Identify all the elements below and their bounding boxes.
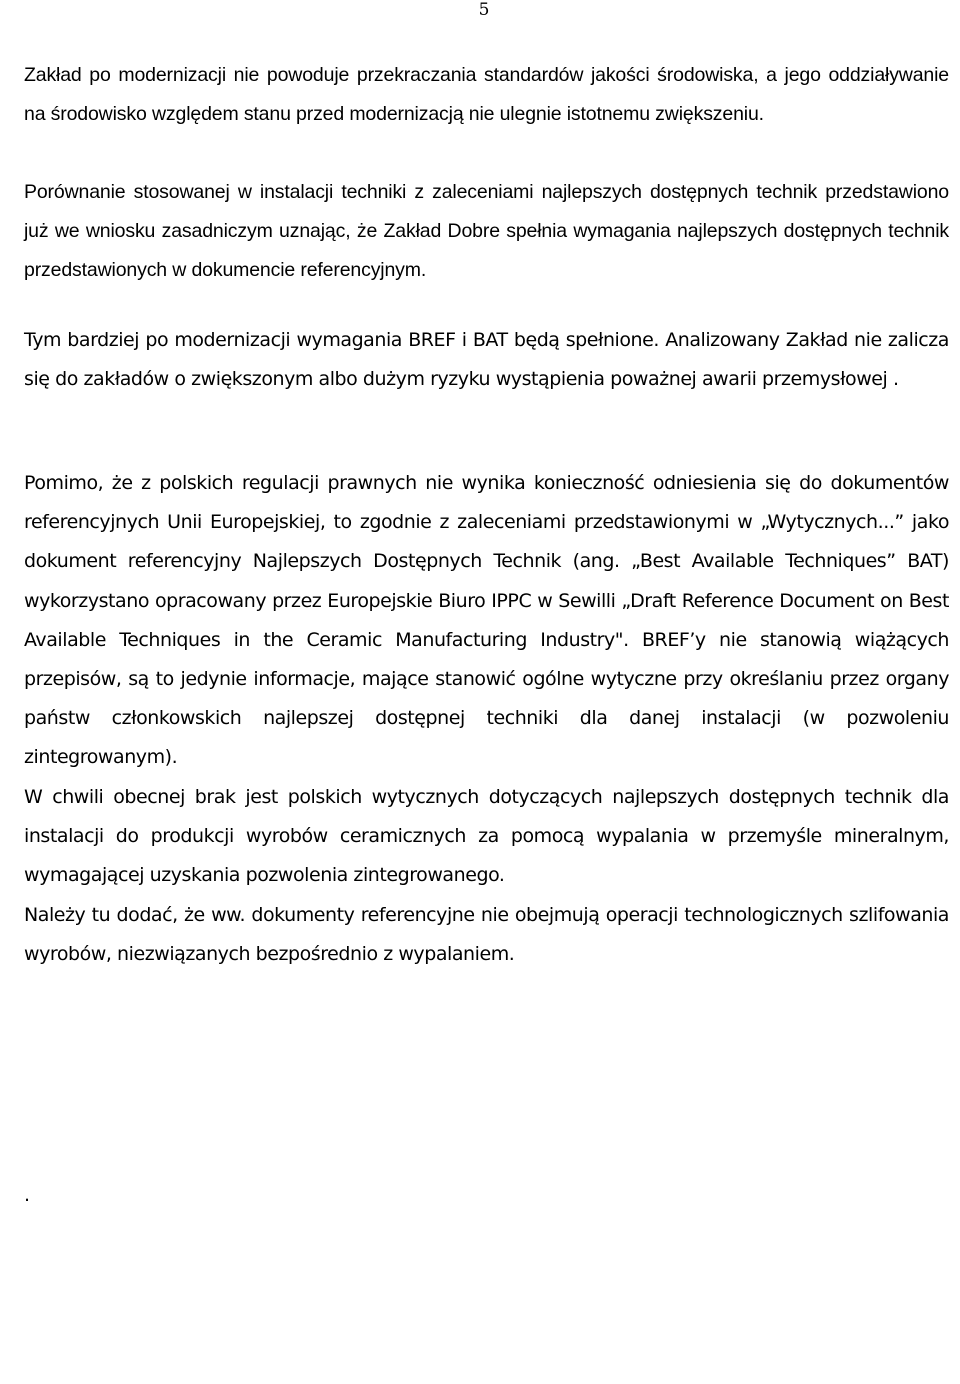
paragraph-reference-documents: Pomimo, że z polskich regulacji prawnych nie wynika konieczność odniesienia się do dokumentów referencyjnych Unii Europejskiej, to zgodnie z zaleceniami przedstawionymi w „Wytycznych...” jako dokument referencyjny Najlepszych Dostępnych Technik (ang. „Best Available Techniques” BAT) wykorzystano opracowany przez Europejskie Biuro IPPC w Sewilli „Draft Reference Document on Best Available Techniques in the Ceramic Manufacturing Industry". BREF’y nie stanowią wiążących przepisów, są to jedynie informacje, mające stanowić ogólne wytyczne przy określaniu przez organy państw członkowskich najlepszej dostępnej techniki dla danej instalacji (w pozwoleniu zintegrowanym). [24, 472, 949, 769]
paragraph-bref-bat-compliance: Tym bardziej po modernizacji wymagania BREF i BAT będą spełnione. Analizowany Zakład nie zalicza się do zakładów o zwiększonym albo dużym ryzyku wystąpienia poważnej awarii przemysłowej . [24, 329, 949, 391]
page-number: 5 [478, 0, 490, 20]
paragraph-grinding-operations: Należy tu dodać, że ww. dokumenty referencyjne nie obejmują operacji technologicznych szlifowania wyrobów, niezwiązanych bezpośrednio z wypalaniem. [24, 904, 949, 966]
paragraph-environmental-standards: Zakład po modernizacji nie powoduje przekraczania standardów jakości środowiska, a jego oddziaływanie na środowisko względem stanu przed modernizacją nie ulegnie istotnemu zwiększeniu. [24, 64, 949, 126]
paragraph-polish-guidelines: W chwili obecnej brak jest polskich wytycznych dotyczących najlepszych dostępnych technik dla instalacji do produkcji wyrobów ceramicznych za pomocą wypalania w przemyśle mineralnym, wymagającej uzyskania pozwolenia zintegrowanego. [24, 786, 949, 887]
paragraph-bat-comparison: Porównanie stosowanej w instalacji techniki z zaleceniami najlepszych dostępnych technik przedstawiono już we wniosku zasadniczym uznając, że Zakład Dobre spełnia wymagania najlepszych dostępnych technik przedstawionych w dokumencie referencyjnym. [24, 181, 949, 282]
trailing-dot: . [24, 1184, 31, 1206]
